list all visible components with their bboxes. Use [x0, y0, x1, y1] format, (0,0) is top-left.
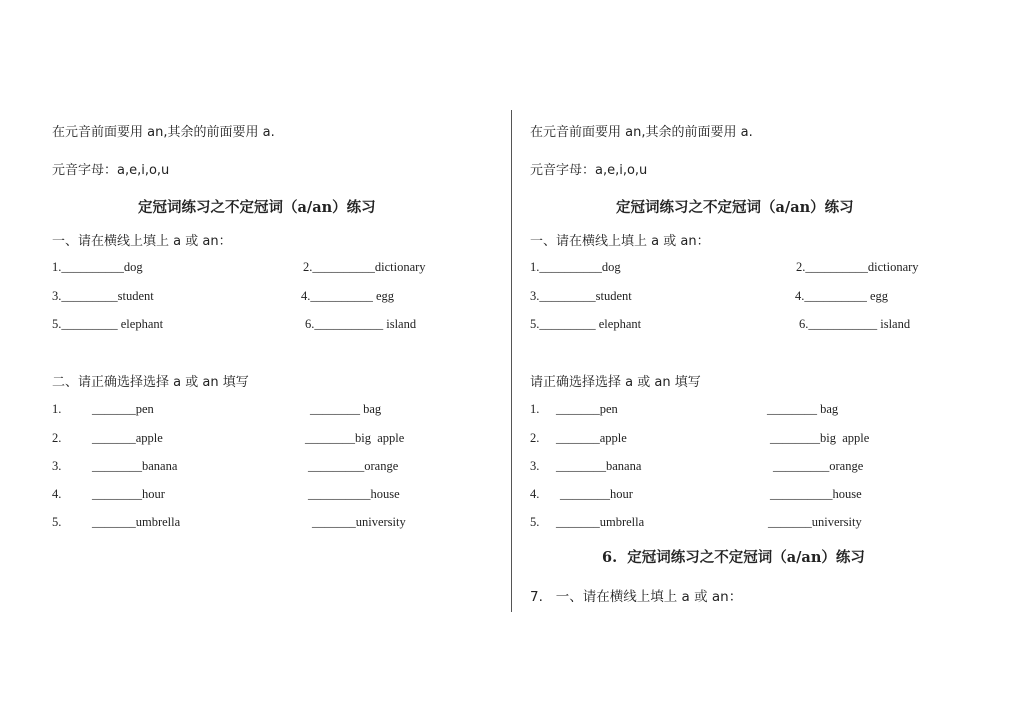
left-worksheet: [52, 0, 502, 724]
worksheet-title: 定冠词练习之不定冠词（a/an）练习: [138, 199, 376, 216]
exercise-item: _______apple: [556, 431, 627, 445]
part2-heading: 二、请正确选择选择 a 或 an 填写: [52, 375, 249, 390]
vowel-rule-note: 在元音前面要用 an,其余的前面要用 a.: [530, 125, 753, 140]
exercise-item: 6.___________ island: [305, 317, 417, 331]
exercise-item: 4.__________ egg: [795, 289, 889, 303]
column-divider: [511, 110, 512, 612]
exercise-item: 1.__________dog: [530, 260, 621, 274]
worksheet-title: 定冠词练习之不定冠词（a/an）练习: [616, 199, 854, 216]
repeated-part1-heading: 7. 一、请在横线上填上 a 或 an：: [530, 589, 743, 605]
exercise-item: __________house: [770, 487, 862, 501]
item-number: 1.: [52, 402, 62, 416]
exercise-item: _______pen: [556, 402, 618, 416]
exercise-item: _______umbrella: [556, 515, 645, 529]
exercise-item: 6.___________ island: [799, 317, 911, 331]
exercise-item: 3._________student: [52, 289, 154, 303]
vowel-letters-note: 元音字母：a,e,i,o,u: [52, 163, 170, 178]
exercise-item: 5._________ elephant: [530, 317, 642, 331]
exercise-item: 5._________ elephant: [52, 317, 164, 331]
item-number: 5.: [530, 515, 540, 529]
exercise-item: _______apple: [92, 431, 163, 445]
exercise-item: 2.__________dictionary: [796, 260, 919, 274]
exercise-item: ________banana: [92, 459, 178, 473]
item-number: 5.: [52, 515, 62, 529]
exercise-item: __________house: [308, 487, 400, 501]
repeated-title: 6. 定冠词练习之不定冠词（a/an）练习: [602, 549, 865, 566]
exercise-item: _______university: [312, 515, 406, 529]
item-number: 2.: [52, 431, 62, 445]
exercise-item: _________orange: [773, 459, 864, 473]
exercise-item: 3._________student: [530, 289, 632, 303]
item-number: 2.: [530, 431, 540, 445]
item-number: 4.: [530, 487, 540, 501]
exercise-item: _______umbrella: [92, 515, 181, 529]
exercise-item: _______university: [768, 515, 862, 529]
exercise-item: 2.__________dictionary: [303, 260, 426, 274]
exercise-item: 4.__________ egg: [301, 289, 395, 303]
exercise-item: ________hour: [92, 487, 165, 501]
item-number: 3.: [530, 459, 540, 473]
item-number: 3.: [52, 459, 62, 473]
vowel-rule-note: 在元音前面要用 an,其余的前面要用 a.: [52, 125, 275, 140]
part1-heading: 一、请在横线上填上 a 或 an：: [530, 234, 710, 249]
exercise-item: ________big apple: [770, 431, 870, 445]
exercise-item: 1.__________dog: [52, 260, 143, 274]
right-worksheet: [530, 0, 980, 724]
exercise-item: _______pen: [92, 402, 154, 416]
exercise-item: ________big apple: [305, 431, 405, 445]
exercise-item: ________ bag: [767, 402, 839, 416]
vowel-letters-note: 元音字母：a,e,i,o,u: [530, 163, 648, 178]
exercise-item: ________banana: [556, 459, 642, 473]
part1-heading: 一、请在横线上填上 a 或 an：: [52, 234, 232, 249]
part2-heading: 请正确选择选择 a 或 an 填写: [530, 375, 701, 390]
exercise-item: ________hour: [560, 487, 633, 501]
item-number: 4.: [52, 487, 62, 501]
item-number: 1.: [530, 402, 540, 416]
exercise-item: ________ bag: [310, 402, 382, 416]
exercise-item: _________orange: [308, 459, 399, 473]
